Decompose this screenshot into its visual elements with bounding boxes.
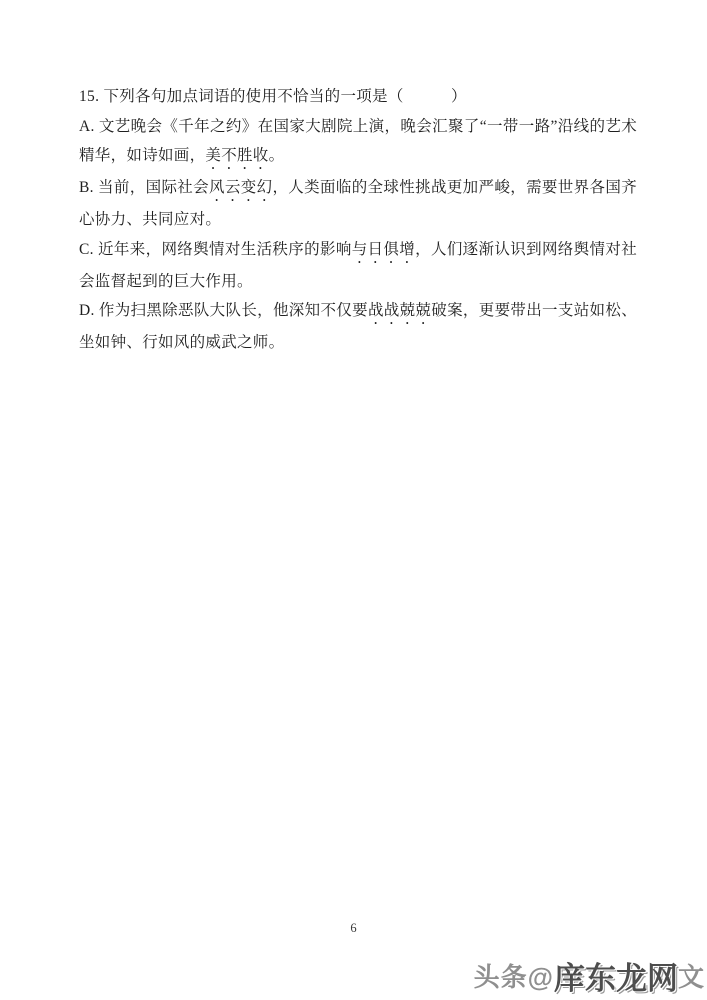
option-a-emphasized-term: 美不胜收 bbox=[205, 147, 269, 164]
option-d-text-end: 破案，更要带出一支站如松、坐如钟、行如风的威武之师。 bbox=[79, 302, 637, 351]
option-b-emphasized-term: 风云变幻 bbox=[209, 179, 273, 196]
page-number: 6 bbox=[350, 921, 357, 935]
watermark-prefix: 头条@ bbox=[473, 962, 554, 992]
option-b-text-end: ，人类面临的全球性挑战更加严峻，需要世界各国齐心协力、共同应对。 bbox=[79, 179, 638, 228]
option-a-text-end: 。 bbox=[268, 147, 285, 164]
watermark-suffix: 文 bbox=[677, 962, 705, 992]
option-c bbox=[79, 235, 637, 297]
option-a bbox=[79, 112, 637, 174]
option-c-text: C. 近年来，网络舆情对生活秩序的影响 bbox=[79, 240, 352, 258]
option-b bbox=[79, 173, 637, 235]
watermark-brand: 庠东龙网 bbox=[553, 961, 678, 996]
question-stem-text: 15. 下列各句加点词语的使用不恰当的一项是（ ） bbox=[79, 88, 467, 105]
watermark bbox=[474, 953, 705, 998]
question-stem bbox=[79, 82, 637, 112]
option-a-text: A. 文艺晚会《千年之约》在国家大剧院上演，晚会汇聚了“一带一路”沿线的艺术精华，如诗如画， bbox=[79, 117, 637, 164]
option-d-text: D. 作为扫黑除恶队大队长，他深知不仅要 bbox=[79, 302, 368, 319]
option-b-text: B. 当前，国际社会 bbox=[79, 179, 210, 196]
option-d bbox=[79, 296, 637, 358]
option-c-emphasized-term: 与日俱增 bbox=[351, 240, 416, 258]
option-d-emphasized-term: 战战兢兢 bbox=[367, 302, 432, 319]
option-c-text-end: ，人们逐渐认识到网络舆情对社会监督起到的巨大作用。 bbox=[79, 240, 638, 290]
question-15-block bbox=[79, 82, 637, 358]
